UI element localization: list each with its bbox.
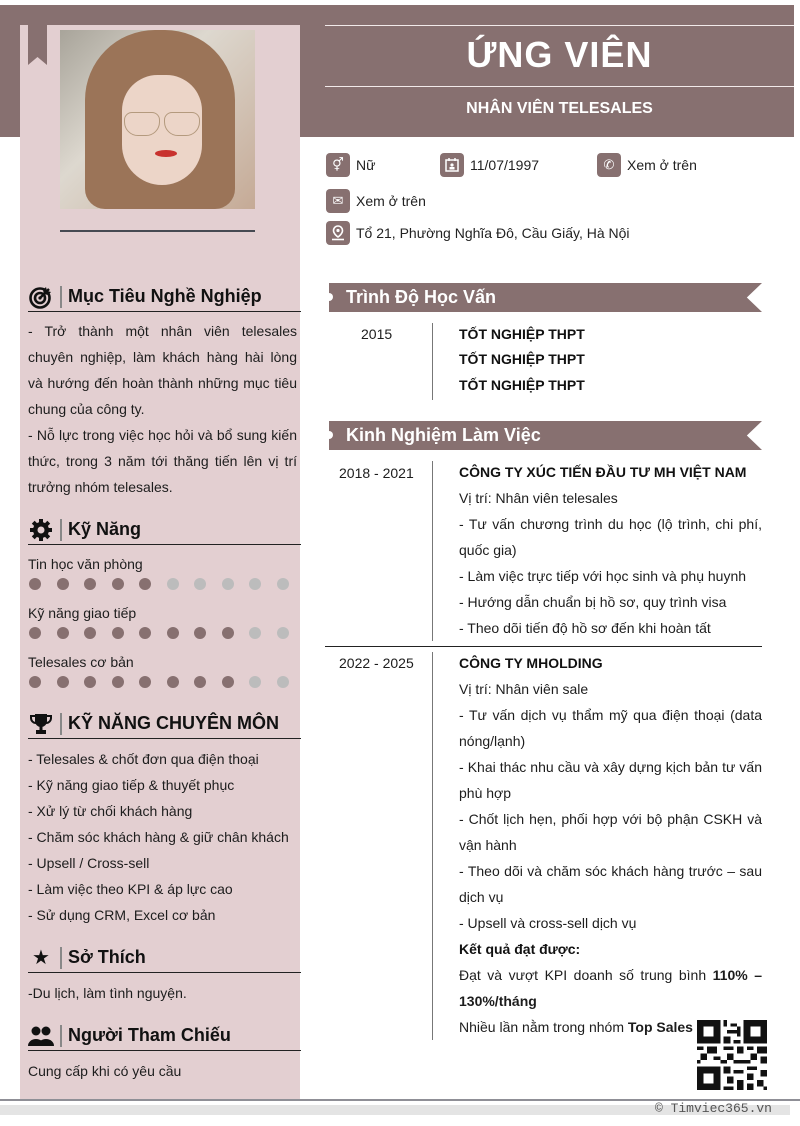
- title-divider: [60, 713, 62, 735]
- skill-rating: [29, 627, 304, 639]
- rating-dot-empty: [222, 578, 234, 590]
- expertise-item: - Làm việc theo KPI & áp lực cao: [28, 881, 233, 897]
- gender-icon: ⚥: [326, 153, 350, 177]
- skill-rating: [29, 578, 304, 590]
- rating-dot-filled: [194, 676, 206, 688]
- section-education-title: Trình Độ Học Vấn: [346, 287, 497, 307]
- section-hobbies-header: [28, 943, 301, 973]
- references-text: Cung cấp khi có yêu cầu: [28, 1063, 182, 1079]
- rating-dot-filled: [29, 627, 41, 639]
- email-icon: ✉: [326, 189, 350, 213]
- rating-dot-empty: [249, 627, 261, 639]
- photo-divider: [60, 230, 255, 232]
- expertise-item: - Telesales & chốt đơn qua điện thoại: [28, 751, 259, 767]
- result-text: Nhiều lần nằm trong nhóm: [459, 1019, 628, 1035]
- rating-dot-filled: [57, 676, 69, 688]
- duty-item: - Làm việc trực tiếp với học sinh và phụ huynh: [459, 568, 747, 584]
- experience-separator: [325, 646, 762, 647]
- rating-dot-empty: [277, 627, 289, 639]
- rating-dot-filled: [84, 676, 96, 688]
- star-icon: ★: [32, 947, 50, 969]
- title-rule-bottom: [325, 86, 794, 87]
- section-skills-title: Kỹ Năng: [68, 519, 142, 539]
- result-highlight: Top Sales: [627, 1019, 693, 1035]
- timeline-line: [432, 461, 433, 641]
- expertise-item: - Chăm sóc khách hàng & giữ chân khách: [28, 829, 289, 845]
- timeline-line: [432, 652, 433, 1040]
- contact-birthday: [440, 153, 539, 177]
- contact-phone: [597, 153, 697, 177]
- address-value: Tổ 21, Phường Nghĩa Đô, Cầu Giấy, Hà Nội: [356, 225, 630, 241]
- duty-item: - Upsell và cross-sell dịch vụ: [459, 915, 637, 931]
- duty-item: - Khai thác nhu cầu và xây dựng kịch bản tư vấn phù hợp: [459, 759, 762, 801]
- rating-dot-filled: [112, 676, 124, 688]
- duty-item: - Tư vấn dịch vụ thẩm mỹ qua điện thoại (data nóng/lạnh): [459, 707, 762, 749]
- hobbies-text: -Du lịch, làm tình nguyện.: [28, 985, 187, 1001]
- photo-glasses: [164, 112, 200, 136]
- section-objective-header: [28, 282, 301, 312]
- contact-email: [326, 189, 426, 213]
- expertise-list: [28, 746, 289, 928]
- expertise-item: - Sử dụng CRM, Excel cơ bản: [28, 907, 216, 923]
- location-icon: [326, 221, 350, 245]
- rating-dot-filled: [57, 627, 69, 639]
- rating-dot-filled: [167, 627, 179, 639]
- rating-dot-empty: [167, 578, 179, 590]
- result-highlight: 110% – 130%/tháng: [459, 967, 762, 1009]
- phone-value: Xem ở trên: [627, 157, 697, 173]
- section-hobbies-title: Sở Thích: [68, 947, 146, 967]
- email-value: Xem ở trên: [356, 193, 426, 209]
- contact-address: [326, 221, 630, 245]
- qr-code: [697, 1020, 767, 1090]
- skill-name: Telesales cơ bản: [28, 654, 134, 670]
- duty-item: - Theo dõi tiến độ hồ sơ đến khi hoàn tất: [459, 620, 711, 636]
- objective-paragraph-2: - Nỗ lực trong việc học hỏi và bổ sung kiến thức, trong 3 năm tới thăng tiến lên vị trí trưởng nhóm telesales.: [28, 427, 297, 495]
- education-line: TỐT NGHIỆP THPT: [459, 326, 585, 342]
- section-skills-header: [28, 515, 301, 545]
- ribbon-dot: [325, 431, 333, 439]
- company-name: CÔNG TY MHOLDING: [459, 655, 603, 671]
- section-objective-title: Mục Tiêu Nghề Nghiệp: [68, 286, 262, 306]
- rating-dot-empty: [249, 676, 261, 688]
- calendar-icon: [440, 153, 464, 177]
- title-divider: [60, 947, 62, 969]
- target-icon: [28, 284, 54, 310]
- rating-dot-filled: [139, 627, 151, 639]
- rating-dot-filled: [84, 627, 96, 639]
- results-label: Kết quả đạt được:: [459, 941, 581, 957]
- experience-period: 2022 - 2025: [339, 655, 414, 671]
- footer-watermark: © Timviec365.vn: [654, 1101, 772, 1116]
- timeline-line: [432, 323, 433, 400]
- ribbon-dot: [325, 293, 333, 301]
- rating-dot-filled: [167, 676, 179, 688]
- rating-dot-filled: [29, 578, 41, 590]
- photo-glasses: [124, 112, 160, 136]
- result-text: Đạt và vượt KPI doanh số trung bình: [459, 967, 713, 983]
- experience-entry: [459, 459, 762, 641]
- education-year: 2015: [361, 326, 393, 342]
- duty-item: - Chốt lịch hẹn, phối hợp với bộ phận CSKH và vận hành: [459, 811, 762, 853]
- title-divider: [60, 1025, 62, 1047]
- section-references-title: Người Tham Chiếu: [68, 1025, 231, 1045]
- skill-rating: [29, 676, 304, 688]
- section-references-header: [28, 1021, 301, 1051]
- job-title: NHÂN VIÊN TELESALES: [466, 100, 653, 117]
- phone-icon: ✆: [597, 153, 621, 177]
- contact-gender: [326, 153, 375, 177]
- skill-name: Tin học văn phòng: [28, 556, 143, 572]
- rating-dot-filled: [29, 676, 41, 688]
- company-name: CÔNG TY XÚC TIẾN ĐẦU TƯ MH VIỆT NAM: [459, 464, 747, 480]
- expertise-item: - Upsell / Cross-sell: [28, 855, 150, 871]
- rating-dot-filled: [194, 627, 206, 639]
- expertise-item: - Xử lý từ chối khách hàng: [28, 803, 193, 819]
- duty-item: - Theo dõi và chăm sóc khách hàng trước – sau dịch vụ: [459, 863, 762, 905]
- rating-dot-empty: [194, 578, 206, 590]
- education-line: TỐT NGHIỆP THPT: [459, 377, 585, 393]
- users-icon: [28, 1023, 54, 1049]
- gender-value: Nữ: [356, 157, 376, 173]
- experience-period: 2018 - 2021: [339, 465, 414, 481]
- rating-dot-filled: [222, 676, 234, 688]
- gear-icon: [28, 517, 54, 543]
- rating-dot-filled: [112, 627, 124, 639]
- rating-dot-filled: [57, 578, 69, 590]
- section-expertise-header: [28, 709, 301, 739]
- title-divider: [60, 286, 62, 308]
- photo-lips: [155, 150, 177, 157]
- section-experience-title: Kinh Nghiệm Làm Việc: [346, 425, 541, 445]
- position: Vị trí: Nhân viên sale: [459, 681, 589, 697]
- education-line: TỐT NGHIỆP THPT: [459, 351, 585, 367]
- rating-dot-filled: [84, 578, 96, 590]
- duty-item: - Tư vấn chương trình du học (lộ trình, chi phí, quốc gia): [459, 516, 762, 558]
- trophy-icon: [28, 711, 54, 737]
- rating-dot-empty: [249, 578, 261, 590]
- objective-paragraph-1: - Trở thành một nhân viên telesales chuyên nghiệp, làm khách hàng hài lòng và hướng đến hoàn thành những mục tiêu chung của công ty.: [28, 323, 297, 417]
- rating-dot-empty: [277, 676, 289, 688]
- result-item: [459, 962, 762, 1014]
- expertise-item: - Kỹ năng giao tiếp & thuyết phục: [28, 777, 235, 793]
- section-expertise-title: KỸ NĂNG CHUYÊN MÔN: [68, 713, 280, 733]
- avatar-photo: [60, 30, 255, 209]
- rating-dot-filled: [112, 578, 124, 590]
- skill-name: Kỹ năng giao tiếp: [28, 605, 137, 621]
- rating-dot-filled: [139, 676, 151, 688]
- title-divider: [60, 519, 62, 541]
- position: Vị trí: Nhân viên telesales: [459, 490, 618, 506]
- rating-dot-empty: [277, 578, 289, 590]
- birthday-value: 11/07/1997: [470, 157, 540, 173]
- rating-dot-filled: [222, 627, 234, 639]
- rating-dot-filled: [139, 578, 151, 590]
- title-rule-top: [325, 25, 794, 26]
- experience-entry: [459, 650, 762, 1040]
- candidate-name: ỨNG VIÊN: [466, 34, 653, 75]
- duty-item: - Hướng dẫn chuẩn bị hồ sơ, quy trình visa: [459, 594, 727, 610]
